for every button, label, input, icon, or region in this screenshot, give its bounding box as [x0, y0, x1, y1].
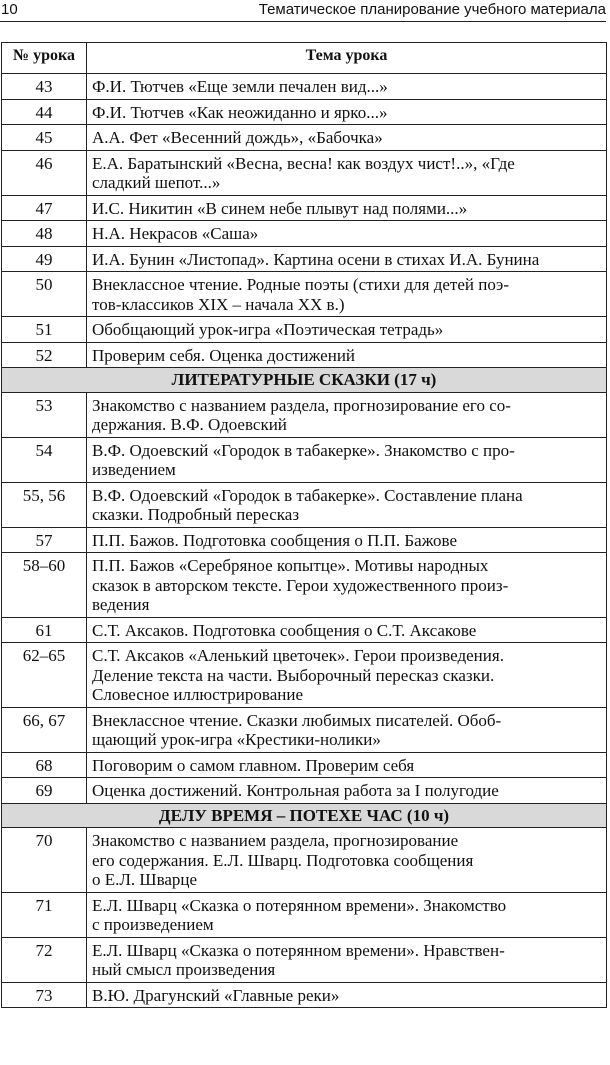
lesson-topic: [87, 437, 607, 482]
lesson-topic-line: П.П. Бажов «Серебряное копытце». Мотивы народных: [92, 556, 489, 575]
table-row: [2, 342, 607, 368]
table-row: [2, 272, 607, 317]
lesson-number: 55, 56: [2, 482, 87, 527]
lesson-topic-line: сладкий шепот...»: [92, 173, 221, 192]
lesson-topic-line: Е.Л. Шварц «Сказка о потерянном времени». Знакомство: [92, 895, 507, 915]
lesson-topic: [87, 643, 607, 708]
table-row: [2, 246, 607, 272]
lesson-topic: [87, 937, 607, 982]
lesson-topic: [87, 527, 607, 553]
lesson-topic-line: Внеклассное чтение. Родные поэты (стихи для детей поэ-: [92, 275, 509, 294]
lesson-topic: [87, 707, 607, 752]
lesson-number: 46: [2, 150, 87, 195]
table-row: [2, 982, 607, 1008]
lesson-topic-line: тов-классиков XIX – начала XX в.): [92, 294, 345, 314]
table-row: [2, 643, 607, 708]
lesson-number: 69: [2, 778, 87, 804]
table-row: [2, 527, 607, 553]
lesson-topic-line: Поговорим о самом главном. Проверим себя: [92, 755, 415, 775]
lesson-topic-line: Е.Л. Шварц «Сказка о потерянном времени». Нравствен-: [92, 940, 505, 960]
section-row: [2, 803, 607, 828]
section-row: [2, 368, 607, 393]
column-header-lesson-topic: Тема урока: [87, 43, 607, 74]
lesson-topic-line: Ф.И. Тютчев «Еще земли печален вид...»: [92, 77, 388, 96]
lesson-topic: [87, 553, 607, 618]
table-row: [2, 150, 607, 195]
lesson-number: 45: [2, 125, 87, 151]
lesson-number: 70: [2, 828, 87, 893]
table-row: [2, 482, 607, 527]
lesson-number: 71: [2, 892, 87, 937]
lesson-topic-line: щающий урок-игра «Крестики-нолики»: [92, 730, 381, 749]
lesson-number: 57: [2, 527, 87, 553]
table-row: [2, 99, 607, 125]
lesson-topic-line: держания. В.Ф. Одоевский: [92, 415, 287, 434]
lesson-topic-line: его содержания. Е.Л. Шварц. Подготовка сообщения: [92, 850, 474, 870]
lesson-topic: [87, 195, 607, 221]
lesson-number: 62–65: [2, 643, 87, 708]
table-row: [2, 125, 607, 151]
lesson-topic: [87, 125, 607, 151]
lesson-topic: [87, 342, 607, 368]
lesson-topic: [87, 74, 607, 100]
section-title: ДЕЛУ ВРЕМЯ – ПОТЕХЕ ЧАС (10 ч): [2, 803, 607, 828]
lesson-topic-line: А.А. Фет «Весенний дождь», «Бабочка»: [92, 128, 383, 147]
lesson-topic-line: Оценка достижений. Контрольная работа за I полугодие: [92, 781, 499, 800]
lesson-topic: [87, 246, 607, 272]
lesson-topic-line: В.Ф. Одоевский «Городок в табакерке». Знакомство с про-: [92, 440, 515, 460]
lesson-number: 49: [2, 246, 87, 272]
lesson-topic-line: В.Ю. Драгунский «Главные реки»: [92, 985, 340, 1005]
lesson-topic-line: Н.А. Некрасов «Саша»: [92, 224, 259, 243]
table-row: [2, 828, 607, 893]
lesson-number: 72: [2, 937, 87, 982]
section-title: ЛИТЕРАТУРНЫЕ СКАЗКИ (17 ч): [2, 368, 607, 393]
lesson-topic-line: Знакомство с названием раздела, прогнозирование его со-: [92, 395, 511, 415]
table-row: [2, 195, 607, 221]
table-row: [2, 437, 607, 482]
lesson-topic-line: Деление текста на части. Выборочный пересказ сказки.: [92, 665, 495, 685]
table-row: [2, 221, 607, 247]
lesson-topic: [87, 892, 607, 937]
lesson-topic-line: о Е.Л. Шварце: [92, 870, 198, 889]
lesson-topic-line: Ф.И. Тютчев «Как неожиданно и ярко...»: [92, 102, 388, 122]
table-row: [2, 74, 607, 100]
table-row: [2, 617, 607, 643]
table-row: [2, 892, 607, 937]
lesson-topic-line: Проверим себя. Оценка достижений: [92, 345, 356, 365]
lesson-topic: [87, 99, 607, 125]
lesson-topic-line: Внеклассное чтение. Сказки любимых писателей. Обоб-: [92, 710, 502, 730]
lesson-topic-line: Знакомство с названием раздела, прогнозирование: [92, 831, 459, 850]
lesson-topic-line: П.П. Бажов. Подготовка сообщения о П.П. Бажове: [92, 530, 458, 550]
lesson-topic: [87, 150, 607, 195]
lesson-topic-line: В.Ф. Одоевский «Городок в табакерке». Составление плана: [92, 485, 523, 505]
lesson-topic-line: С.Т. Аксаков «Аленький цветочек». Герои произведения.: [92, 646, 504, 665]
lesson-topic: [87, 272, 607, 317]
lesson-number: 58–60: [2, 553, 87, 618]
lesson-topic-line: сказок в авторском тексте. Герои художественного произ-: [92, 575, 509, 595]
lesson-topic-line: Обобщающий урок-игра «Поэтическая тетрадь»: [92, 320, 444, 339]
lesson-topic-line: С.Т. Аксаков. Подготовка сообщения о С.Т. Аксакове: [92, 620, 477, 640]
lesson-topic: [87, 778, 607, 804]
lesson-plan-table: [1, 42, 607, 1008]
lesson-topic: [87, 221, 607, 247]
table-row: [2, 937, 607, 982]
lesson-topic-line: Е.А. Баратынский «Весна, весна! как воздух чист!..», «Где: [92, 153, 515, 173]
running-title: Тематическое планирование учебного материала: [258, 1, 606, 18]
table-row: [2, 553, 607, 618]
lesson-topic: [87, 828, 607, 893]
table-body: [2, 74, 607, 1008]
lesson-number: 43: [2, 74, 87, 100]
page-number: 10: [1, 1, 18, 18]
lesson-number: 52: [2, 342, 87, 368]
lesson-number: 54: [2, 437, 87, 482]
lesson-number: 73: [2, 982, 87, 1008]
column-header-lesson-number: № урока: [2, 43, 87, 74]
lesson-number: 50: [2, 272, 87, 317]
lesson-number: 61: [2, 617, 87, 643]
lesson-topic-line: с произведением: [92, 915, 214, 934]
lesson-topic: [87, 482, 607, 527]
lesson-topic-line: ный смысл произведения: [92, 960, 276, 979]
lesson-topic: [87, 317, 607, 343]
lesson-number: 68: [2, 752, 87, 778]
lesson-number: 47: [2, 195, 87, 221]
lesson-topic-line: ведения: [92, 595, 150, 614]
lesson-topic-line: изведением: [92, 460, 176, 479]
lesson-number: 53: [2, 392, 87, 437]
lesson-topic: [87, 392, 607, 437]
page-header: [0, 0, 606, 22]
table-row: [2, 707, 607, 752]
lesson-topic-line: Словесное иллюстрирование: [92, 685, 303, 704]
lesson-topic: [87, 617, 607, 643]
lesson-topic: [87, 982, 607, 1008]
lesson-topic-line: И.А. Бунин «Листопад». Картина осени в стихах И.А. Бунина: [92, 249, 540, 269]
table-row: [2, 778, 607, 804]
table-row: [2, 752, 607, 778]
lesson-number: 48: [2, 221, 87, 247]
table-row: [2, 317, 607, 343]
lesson-topic-line: сказки. Подробный пересказ: [92, 505, 300, 524]
lesson-number: 51: [2, 317, 87, 343]
table-row: [2, 392, 607, 437]
lesson-topic: [87, 752, 607, 778]
lesson-topic-line: И.С. Никитин «В синем небе плывут над полями...»: [92, 198, 468, 218]
table-header-row: [2, 43, 607, 74]
lesson-number: 66, 67: [2, 707, 87, 752]
lesson-number: 44: [2, 99, 87, 125]
